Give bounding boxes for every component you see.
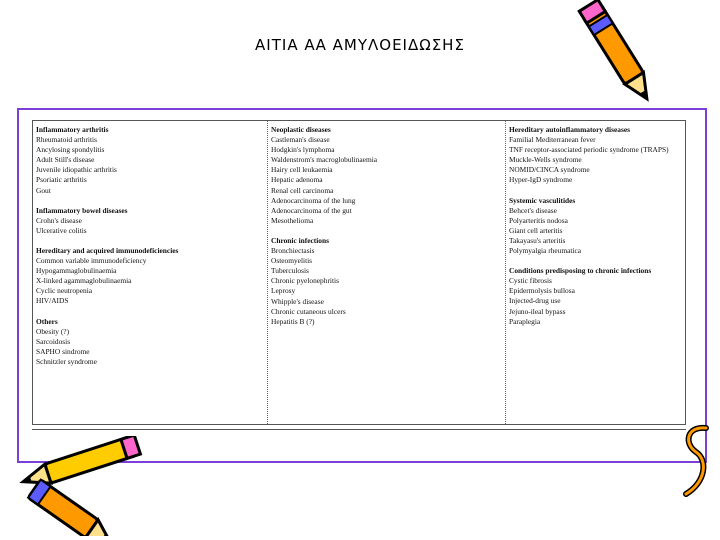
list-item: TNF receptor-associated periodic syndrome (TRAPS) (509, 145, 669, 155)
section-heading: Others (36, 316, 58, 326)
list-item: Ulcerative colitis (36, 225, 87, 235)
table-bottom-rule (32, 429, 686, 430)
list-item: Behcet's disease (509, 205, 557, 215)
causes-table (32, 120, 686, 425)
list-item: Cystic fibrosis (509, 276, 552, 286)
section-heading: Inflammatory arthritis (36, 125, 109, 134)
list-item: Psoriatic arthritis (36, 175, 87, 185)
list-item: Hepatic adenoma (271, 175, 323, 185)
list-item: Sarcoidosis (36, 336, 71, 346)
section-heading: Hereditary and acquired immunodeficiencies (36, 245, 179, 255)
list-item: Osteomyelitis (271, 256, 313, 266)
list-item: Adenocarcinoma of the lung (271, 195, 356, 205)
slide-title: ΑΙΤΙΑ ΑΑ ΑΜΥΛΟΕΙΔΩΣΗΣ (255, 36, 465, 54)
list-item: HIV/AIDS (36, 296, 69, 306)
pencils-icon (14, 436, 174, 536)
section-heading: Conditions predisposing to chronic infections (509, 266, 652, 276)
list-item: Whipple's disease (271, 296, 324, 306)
list-item: Mesothelioma (271, 215, 314, 225)
table-section (36, 125, 267, 196)
list-item: Waldenstrom's macroglobulinaemia (271, 155, 378, 165)
pencil-icon (574, 0, 664, 112)
list-item: Takayasu's arteritis (509, 235, 566, 245)
list-item: X-linked agammaglobulinaemia (36, 276, 132, 286)
list-item: Rheumatoid arthritis (36, 135, 97, 145)
section-heading: Neoplastic diseases (271, 125, 331, 134)
list-item: Cyclic neutropenia (36, 286, 93, 296)
table-column (33, 121, 268, 424)
table-column (506, 121, 685, 424)
section-heading: Hereditary autoinflammatory diseases (509, 125, 630, 134)
list-item: Jejuno-ileal bypass (509, 306, 566, 316)
list-item: NOMID/CINCA syndrome (509, 165, 590, 175)
list-item: Polyarteritis nodosa (509, 215, 568, 225)
list-item: Hodgkin's lymphoma (271, 145, 335, 155)
table-section (36, 206, 267, 236)
table-section (509, 125, 685, 186)
table-section (509, 266, 685, 327)
list-item: Hyper-IgD syndrome (509, 175, 573, 185)
list-item: Paraplegia (509, 316, 541, 326)
list-item: SAPHO sindrome (36, 346, 90, 356)
list-item: Schnitzler syndrome (36, 356, 97, 366)
list-item: Adult Still's disease (36, 155, 95, 165)
list-item: Giant cell arteritis (509, 225, 563, 235)
table-section (509, 196, 685, 257)
list-item: Renal cell carcinoma (271, 185, 334, 195)
list-item: Polymyalgia rheumatica (509, 246, 582, 256)
list-item: Hairy cell leukaemia (271, 165, 333, 175)
list-item: Bronchiectasis (271, 246, 315, 256)
list-item: Chronic pyelonephritis (271, 276, 339, 286)
list-item: Juvenile idiopathic arthritis (36, 165, 117, 175)
table-column (268, 121, 506, 424)
list-item: Common variable immunodeficiency (36, 256, 147, 266)
list-item: Familial Mediterranean fever (509, 135, 596, 145)
table-section (271, 236, 505, 327)
list-item: Crohn's disease (36, 215, 82, 225)
squiggle-icon (676, 422, 716, 502)
section-heading: Inflammatory bowel diseases (36, 205, 128, 215)
table-section (36, 246, 267, 307)
list-item: Hepatitis B (?) (271, 316, 315, 326)
list-item: Hypogammaglobulinaemia (36, 266, 117, 276)
list-item: Muckle-Wells syndrome (509, 155, 582, 165)
table-section (271, 125, 505, 226)
list-item: Castleman's disease (271, 135, 330, 145)
list-item: Ancylosing spondylitis (36, 145, 105, 155)
list-item: Leprosy (271, 286, 296, 296)
list-item: Epidermolysis bullosa (509, 286, 575, 296)
list-item: Gout (36, 185, 51, 195)
section-heading: Systemic vasculitides (509, 195, 576, 205)
list-item: Chronic cutaneous ulcers (271, 306, 346, 316)
section-heading: Chronic infections (271, 235, 329, 245)
list-item: Adenocarcinoma of the gut (271, 205, 352, 215)
list-item: Injected-drug use (509, 296, 561, 306)
table-section (36, 317, 267, 367)
list-item: Tuberculosis (271, 266, 309, 276)
list-item: Obesity (?) (36, 326, 70, 336)
